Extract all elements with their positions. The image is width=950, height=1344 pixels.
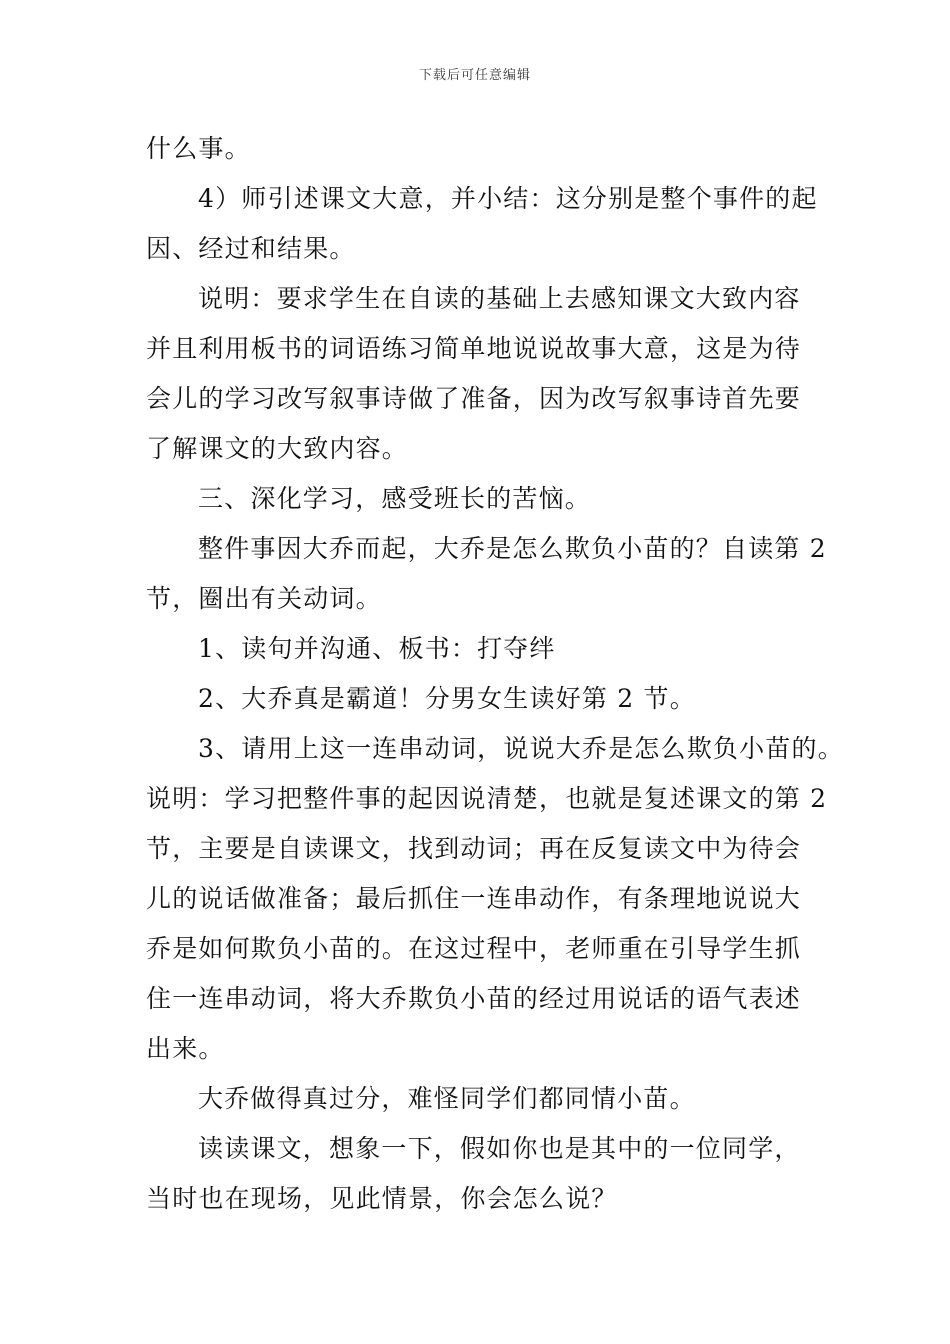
- text-line: 什么事。: [146, 134, 251, 163]
- text-line: 说明：学习把整件事的起因说清楚，也就是复述课文的第 2: [146, 784, 828, 813]
- text-line: 整件事因大乔而起，大乔是怎么欺负小苗的？自读第 2: [198, 534, 827, 563]
- page-header: 下载后可任意编辑: [418, 68, 531, 83]
- text-line: 大乔做得真过分，难怪同学们都同情小苗。: [198, 1084, 696, 1113]
- text-line: 当时也在现场，见此情景，你会怎么说？: [146, 1184, 618, 1213]
- text-line: 节，主要是自读课文，找到动词；再在反复读文中为待会: [146, 834, 802, 863]
- text-line: 节，圈出有关动词。: [146, 584, 382, 613]
- text-line: 住一连串动词，将大乔欺负小苗的经过用说话的语气表述: [146, 984, 802, 1013]
- text-line: 读读课文，想象一下，假如你也是其中的一位同学，: [198, 1134, 801, 1163]
- text-line: 三、深化学习，感受班长的苦恼。: [198, 484, 592, 513]
- text-line: 1、读句并沟通、板书：打夺绊: [198, 634, 556, 663]
- text-line: 4）师引述课文大意，并小结：这分别是整个事件的起: [198, 184, 818, 213]
- text-line: 并且利用板书的词语练习简单地说说故事大意，这是为待: [146, 334, 802, 363]
- text-line: 因、经过和结果。: [146, 234, 356, 263]
- text-line: 会儿的学习改写叙事诗做了准备，因为改写叙事诗首先要: [146, 384, 802, 413]
- text-line: 2、大乔真是霸道！分男女生读好第 2 节。: [198, 684, 696, 713]
- text-line: 乔是如何欺负小苗的。在这过程中，老师重在引导学生抓: [146, 934, 802, 963]
- text-line: 说明：要求学生在自读的基础上去感知课文大致内容: [198, 284, 801, 313]
- text-line: 儿的说话做准备；最后抓住一连串动作，有条理地说说大: [146, 884, 802, 913]
- text-line: 出来。: [146, 1034, 225, 1063]
- document-body: [146, 124, 844, 1224]
- text-line: 3、请用上这一连串动词，说说大乔是怎么欺负小苗的。: [198, 734, 844, 763]
- text-line: 了解课文的大致内容。: [146, 434, 409, 463]
